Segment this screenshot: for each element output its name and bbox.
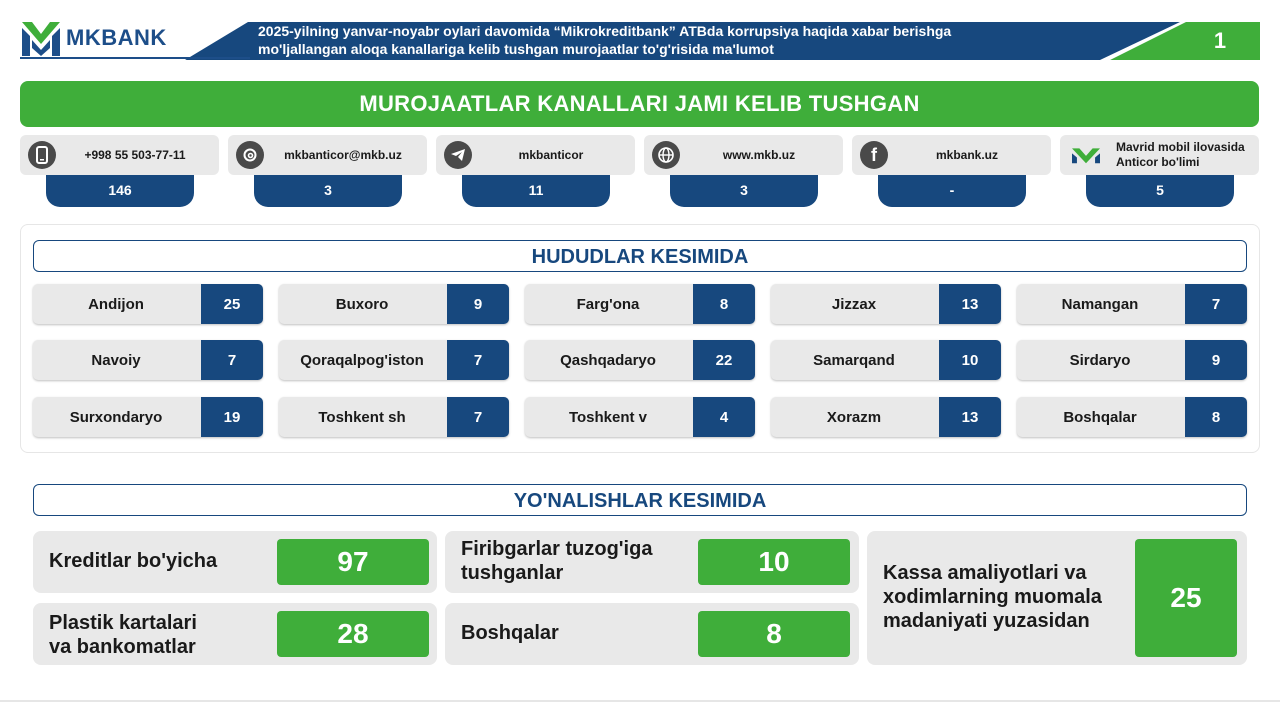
channel-label: mkbanticor	[518, 148, 584, 162]
region-value: 7	[447, 397, 509, 437]
region-card	[525, 340, 755, 380]
region-card	[279, 340, 509, 380]
channel-label-line-2: Anticor bo'limi	[1116, 155, 1200, 169]
direction-label	[883, 561, 1102, 633]
channel-website	[644, 135, 843, 207]
channel-count: -	[878, 175, 1026, 207]
channel-count: 3	[670, 175, 818, 207]
region-name: Toshkent sh	[318, 408, 406, 426]
region-value: 10	[939, 340, 1001, 380]
region-value: 25	[201, 284, 263, 324]
region-value: 13	[939, 284, 1001, 324]
region-name: Navoiy	[91, 351, 141, 369]
channel-count: 3	[254, 175, 402, 207]
region-name: Toshkent v	[568, 408, 648, 426]
direction-value: 8	[698, 611, 850, 657]
region-card	[771, 284, 1001, 324]
logo-underline	[20, 57, 250, 59]
region-value: 13	[939, 397, 1001, 437]
region-value: 19	[201, 397, 263, 437]
channel-email	[228, 135, 427, 207]
region-name: Buxoro	[335, 295, 389, 313]
region-value: 7	[1185, 284, 1247, 324]
region-card	[771, 397, 1001, 437]
region-value: 4	[693, 397, 755, 437]
region-name: Qashqadaryo	[560, 351, 656, 369]
channel-label: mkbank.uz	[935, 148, 998, 162]
region-name: Sirdaryo	[1069, 351, 1131, 369]
channel-count: 146	[46, 175, 194, 207]
region-card	[1017, 340, 1247, 380]
channel-label: +998 55 503-77-11	[84, 148, 186, 162]
channels-banner: MUROJAATLAR KANALLARI JAMI KELIB TUSHGAN	[20, 81, 1259, 127]
region-card	[1017, 397, 1247, 437]
direction-card-cards-atms	[33, 603, 437, 665]
region-card	[33, 284, 263, 324]
region-value: 7	[447, 340, 509, 380]
direction-label-line-3: madaniyati yuzasidan	[883, 610, 1090, 632]
region-name: Qoraqalpog'iston	[300, 351, 424, 369]
region-value: 7	[201, 340, 263, 380]
direction-label-line-2: tushganlar	[461, 562, 564, 584]
region-card	[33, 397, 263, 437]
channel-telegram	[436, 135, 635, 207]
channel-label: www.mkb.uz	[722, 148, 796, 162]
channel-label	[1116, 135, 1266, 175]
region-name: Samarqand	[813, 351, 895, 369]
region-name: Jizzax	[831, 295, 877, 313]
page-title-line-1: 2025-yilning yanvar-noyabr oylari davomida “Mikrokreditbank” ATBda korrupsiya haqida xabar berishga	[258, 23, 952, 39]
region-value: 8	[1185, 397, 1247, 437]
direction-value: 10	[698, 539, 850, 585]
page-number: 1	[1213, 28, 1227, 53]
region-name: Andijon	[88, 295, 144, 313]
mkbank-logo-icon	[1072, 141, 1100, 169]
region-name: Xorazm	[826, 408, 882, 426]
direction-card-other	[445, 603, 859, 665]
page-title	[258, 22, 1078, 58]
page-title-line-2: mo'ljallangan aloqa kanallariga kelib tushgan murojaatlar to'g'risida ma'lumot	[258, 41, 774, 57]
region-value: 22	[693, 340, 755, 380]
region-name: Namangan	[1061, 295, 1139, 313]
channel-count: 5	[1086, 175, 1234, 207]
region-value: 9	[1185, 340, 1247, 380]
phone-icon	[28, 141, 56, 169]
region-name: Surxondaryo	[69, 408, 163, 426]
channel-phone	[20, 135, 219, 207]
logo-text: MKBANK	[66, 25, 167, 50]
channel-mobile-app	[1060, 135, 1259, 207]
direction-label	[49, 611, 197, 659]
direction-label-line-1: Plastik kartalari	[49, 612, 197, 634]
direction-label: Kreditlar bo'yicha	[49, 550, 218, 572]
mkbank-logo	[20, 18, 167, 58]
region-card	[525, 397, 755, 437]
telegram-icon	[444, 141, 472, 169]
direction-label-line-1: Kassa amaliyotlari va	[883, 562, 1087, 584]
direction-value: 28	[277, 611, 429, 657]
mkbank-logo-icon	[20, 18, 62, 58]
region-card	[525, 284, 755, 324]
direction-label-line-2: xodimlarning muomala	[883, 586, 1102, 608]
threads-icon	[236, 141, 264, 169]
channel-count: 11	[462, 175, 610, 207]
direction-card-fraud	[445, 531, 859, 593]
region-card	[1017, 284, 1247, 324]
channel-label-line-1: Mavrid mobil ilovasida	[1116, 140, 1245, 154]
direction-card-credits	[33, 531, 437, 593]
directions-title: YO'NALISHLAR KESIMIDA	[33, 484, 1247, 516]
channel-label: mkbanticor@mkb.uz	[284, 148, 402, 162]
page-header	[0, 0, 1280, 66]
direction-card-cash	[867, 531, 1247, 665]
direction-label-line-2: va bankomatlar	[49, 636, 196, 658]
direction-value: 25	[1135, 539, 1237, 657]
channels-row	[20, 135, 1260, 210]
region-card	[33, 340, 263, 380]
region-value: 8	[693, 284, 755, 324]
region-value: 9	[447, 284, 509, 324]
globe-icon	[652, 141, 680, 169]
direction-value: 97	[277, 539, 429, 585]
direction-label-line-1: Firibgarlar tuzog'iga	[461, 538, 653, 560]
direction-label	[461, 537, 652, 585]
region-name: Boshqalar	[1063, 408, 1137, 426]
channel-facebook	[852, 135, 1051, 207]
direction-label: Boshqalar	[461, 622, 559, 644]
region-card	[279, 284, 509, 324]
region-card	[279, 397, 509, 437]
facebook-icon: f	[860, 141, 888, 169]
region-name: Farg'ona	[576, 295, 640, 313]
regions-title: HUDUDLAR KESIMIDA	[33, 240, 1247, 272]
region-card	[771, 340, 1001, 380]
